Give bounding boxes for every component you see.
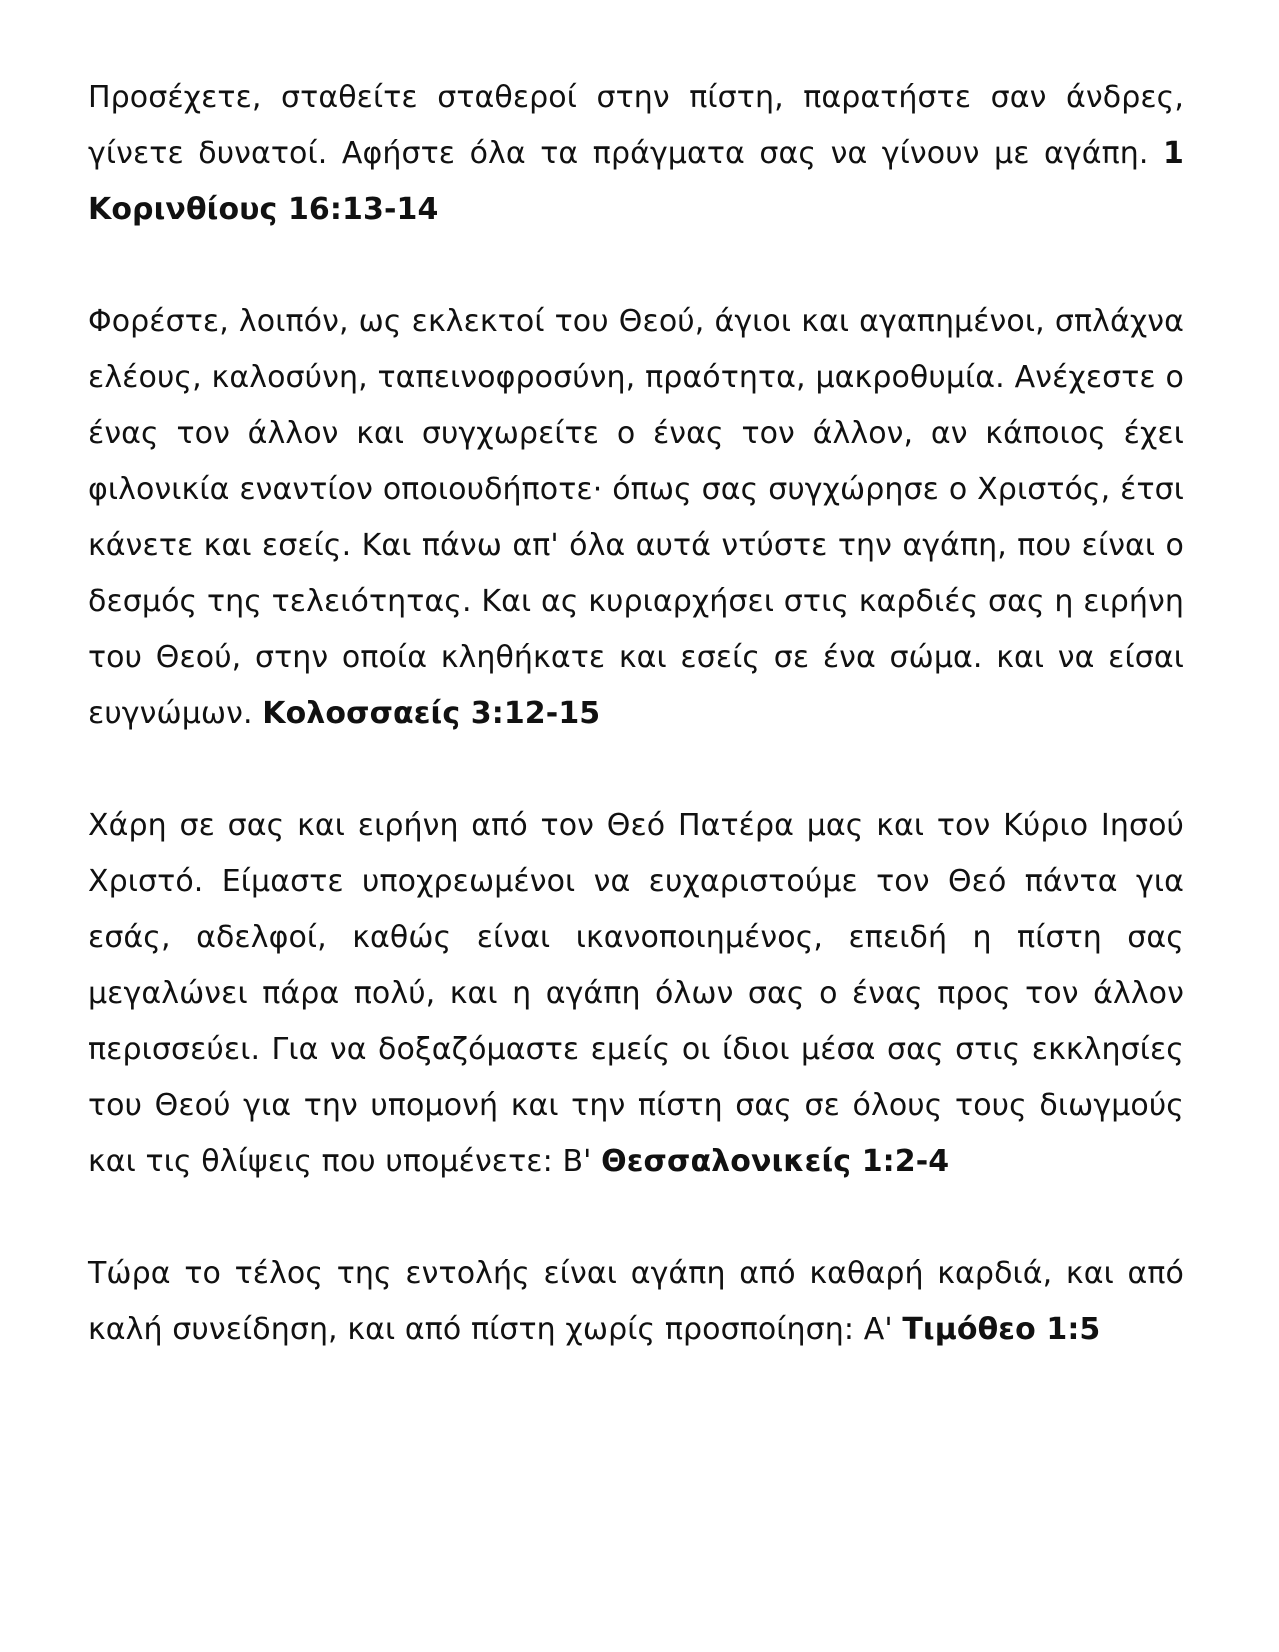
- passage-text: Προσέχετε, σταθείτε σταθεροί στην πίστη, παρατήστε σαν άνδρες, γίνετε δυνατοί. Αφήστε όλα τα πράγματα σας να γίνουν με αγάπη.: [88, 80, 1184, 171]
- passage-reference: Κολοσσαείς 3:12-15: [262, 696, 601, 731]
- scripture-passage-2: [88, 294, 1184, 742]
- document-page: [88, 70, 1184, 1414]
- scripture-passage-1: [88, 70, 1184, 238]
- passage-reference: Θεσσαλονικείς 1:2-4: [601, 1144, 950, 1179]
- scripture-passage-3: [88, 798, 1184, 1190]
- passage-text: Φορέστε, λοιπόν, ως εκλεκτοί του Θεού, άγιοι και αγαπημένοι, σπλάχνα ελέους, καλοσύνη, ταπεινοφροσύνη, πραότητα, μακροθυμία. Ανέχεστε ο ένας τον άλλον και συγχωρείτε ο ένας τον άλλον, αν κάποιος έχει φιλονικία εναντίον οποιουδήποτε· όπως σας συγχώρησε ο Χριστός, έτσι κάνετε και εσείς. Και πάνω απ' όλα αυτά ντύστε την αγάπη, που είναι ο δεσμός της τελειότητας. Και ας κυριαρχήσει στις καρδιές σας η ειρήνη του Θεού, στην οποία κληθήκατε και εσείς σε ένα σώμα. και να είσαι ευγνώμων.: [88, 304, 1184, 731]
- passage-text: Τώρα το τέλος της εντολής είναι αγάπη από καθαρή καρδιά, και από καλή συνείδηση, και από πίστη χωρίς προσποίηση: Α': [88, 1256, 1184, 1347]
- passage-reference: 1 Κορινθίους 16:13-14: [88, 136, 1184, 227]
- passage-reference: Τιμόθεο 1:5: [902, 1312, 1101, 1347]
- passage-text: Χάρη σε σας και ειρήνη από τον Θεό Πατέρα μας και τον Κύριο Ιησού Χριστό. Είμαστε υποχρεωμένοι να ευχαριστούμε τον Θεό πάντα για εσάς, αδελφοί, καθώς είναι ικανοποιημένος, επειδή η πίστη σας μεγαλώνει πάρα πολύ, και η αγάπη όλων σας ο ένας προς τον άλλον περισσεύει. Για να δοξαζόμαστε εμείς οι ίδιοι μέσα σας στις εκκλησίες του Θεού για την υπομονή και την πίστη σας σε όλους τους διωγμούς και τις θλίψεις που υπομένετε: Β': [88, 808, 1184, 1179]
- scripture-passage-4: [88, 1246, 1184, 1358]
